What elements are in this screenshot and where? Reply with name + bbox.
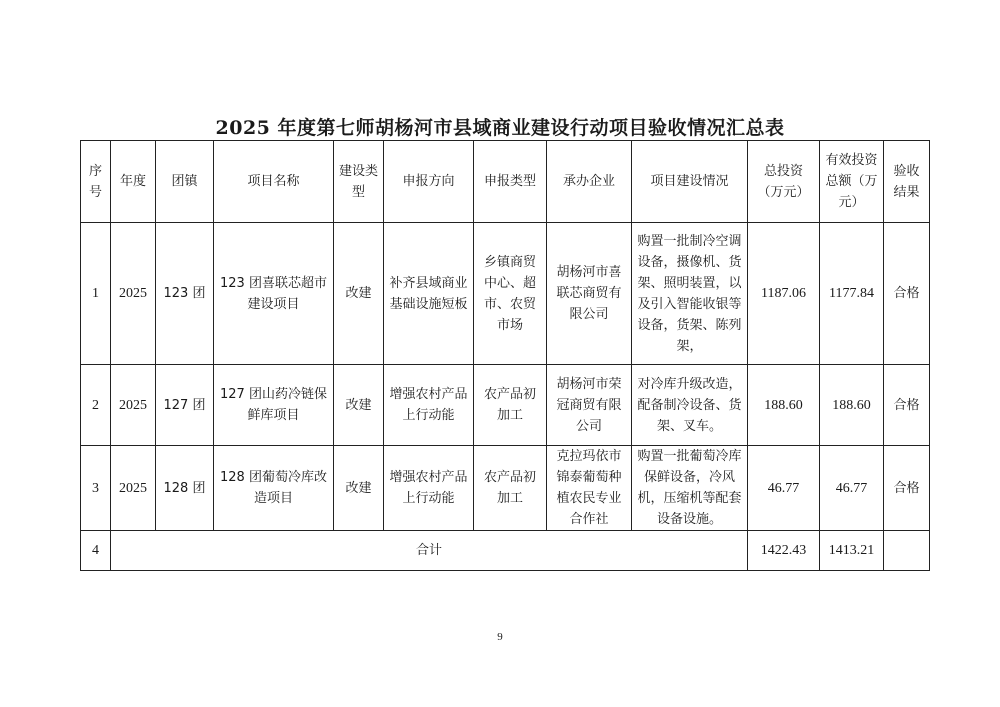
cell-company: 胡杨河市荣冠商贸有限公司 [547,365,632,446]
cell-build-type: 改建 [334,365,384,446]
cell-effective-invest: 1177.84 [820,223,884,365]
cell-effective-invest: 188.60 [820,365,884,446]
cell-total-invest: 188.60 [748,365,820,446]
cell-company: 克拉玛依市锦泰葡萄种植农民专业合作社 [547,446,632,531]
cell-year: 2025 [111,446,156,531]
table-row [81,446,930,531]
cell-project-name: 127 团山药冷链保鲜库项目 [214,365,334,446]
cell-effective-invest: 46.77 [820,446,884,531]
header-company: 承办企业 [547,141,632,223]
cell-build-type: 改建 [334,446,384,531]
cell-direction: 补齐县域商业基础设施短板 [384,223,474,365]
page-number: 9 [497,631,503,643]
cell-situation: 购置一批制冷空调设备，摄像机、货架、照明装置，以及引入智能收银等设备，货架、陈列架， [632,223,748,365]
header-apply-type: 申报类型 [474,141,547,223]
cell-company: 胡杨河市喜联芯商贸有限公司 [547,223,632,365]
cell-apply-type: 农产品初加工 [474,365,547,446]
header-total-invest: 总投资（万元） [748,141,820,223]
cell-year: 2025 [111,365,156,446]
header-result: 验收结果 [884,141,930,223]
cell-seq: 4 [81,531,111,571]
effective-invest-sum: 1413.21 [820,531,884,571]
cell-town: 127 团 [156,365,214,446]
cell-seq: 1 [81,223,111,365]
cell-result: 合格 [884,446,930,531]
header-project-name: 项目名称 [214,141,334,223]
cell-situation: 对冷库升级改造，配备制冷设备、货架、叉车。 [632,365,748,446]
header-build-type: 建设类型 [334,141,384,223]
table-header-row [81,141,930,223]
document-title: 2025 年度第七师胡杨河市县域商业建设行动项目验收情况汇总表 [215,117,785,139]
total-label: 合计 [111,531,748,571]
cell-project-name: 123 团喜联芯超市建设项目 [214,223,334,365]
cell-apply-type: 乡镇商贸中心、超市、农贸市场 [474,223,547,365]
cell-year: 2025 [111,223,156,365]
cell-direction: 增强农村产品上行动能 [384,446,474,531]
header-effective-invest: 有效投资总额（万元） [820,141,884,223]
cell-result: 合格 [884,223,930,365]
header-town: 团镇 [156,141,214,223]
header-seq: 序号 [81,141,111,223]
total-invest-sum: 1422.43 [748,531,820,571]
table-row [81,223,930,365]
cell-seq: 2 [81,365,111,446]
cell-apply-type: 农产品初加工 [474,446,547,531]
cell-direction: 增强农村产品上行动能 [384,365,474,446]
total-row [81,531,930,571]
cell-build-type: 改建 [334,223,384,365]
table-row [81,365,930,446]
cell-town: 123 团 [156,223,214,365]
cell-situation: 购置一批葡萄冷库保鲜设备，冷风机，压缩机等配套设备设施。 [632,446,748,531]
cell-project-name: 128 团葡萄冷库改造项目 [214,446,334,531]
header-direction: 申报方向 [384,141,474,223]
cell-total-invest: 1187.06 [748,223,820,365]
acceptance-summary-table [80,140,930,571]
cell-total-invest: 46.77 [748,446,820,531]
cell-seq: 3 [81,446,111,531]
header-situation: 项目建设情况 [632,141,748,223]
header-year: 年度 [111,141,156,223]
total-result [884,531,930,571]
cell-town: 128 团 [156,446,214,531]
cell-result: 合格 [884,365,930,446]
